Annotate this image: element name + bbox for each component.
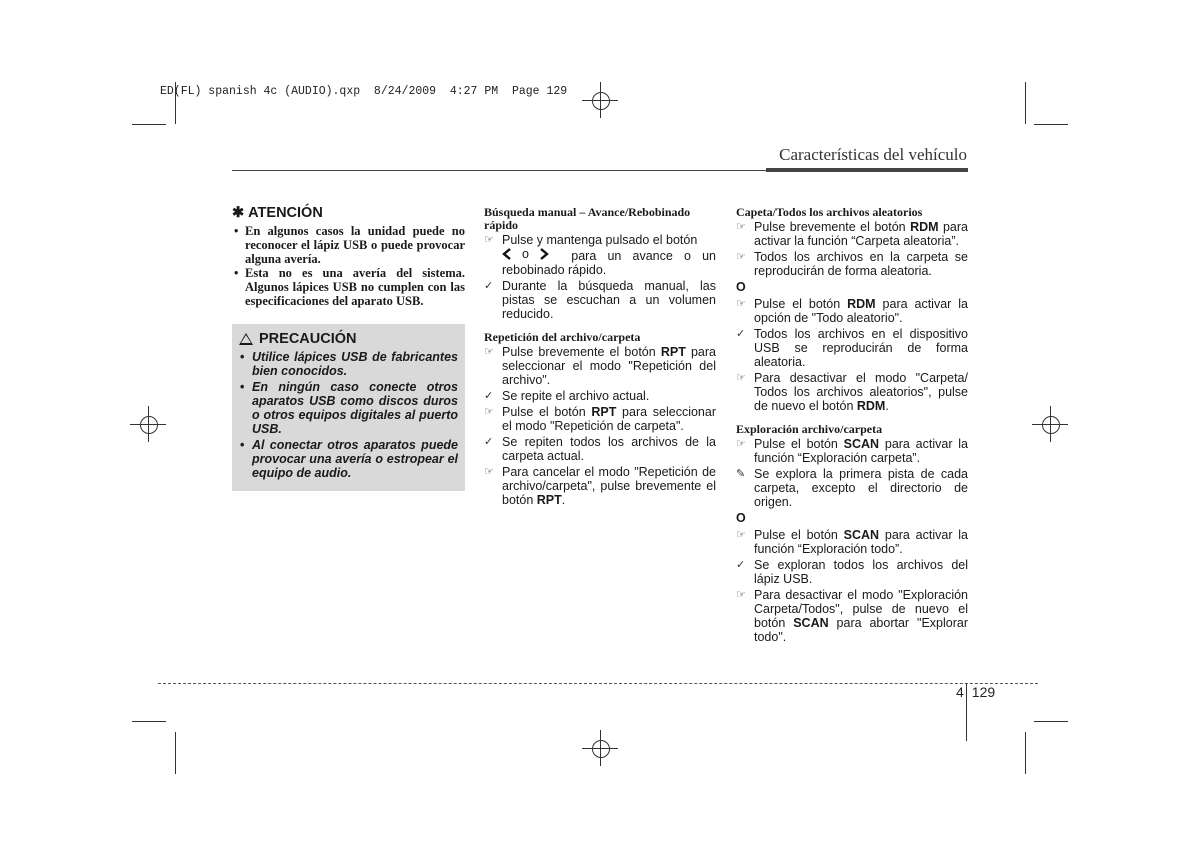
list-item [736,437,968,465]
hand-pointer-icon: ☞ [736,438,746,450]
pencil-icon: ✎ [736,468,746,480]
item-text: para seleccionar el modo "Repetición del archivo". [502,345,716,387]
button-name: RPT [536,493,562,507]
registration-mark-icon [582,730,618,766]
list-item [484,345,716,387]
list-item [736,467,968,509]
list-item [736,371,968,413]
item-text: . [561,493,566,507]
list-item [484,389,716,403]
list-item [736,250,968,278]
item-text: Para desactivar el modo "Exploración Carpeta/Todos", pulse de nuevo el botón [754,588,968,630]
crop-mark [132,721,166,722]
hand-pointer-icon: ☞ [736,589,746,601]
print-slug: ED(FL) spanish 4c (AUDIO).qxp 8/24/2009 4:27 PM Page 129 [160,85,568,98]
button-name: RDM [847,297,876,311]
list-item [484,465,716,507]
button-name: RPT [660,345,686,359]
check-icon: ✓ [484,280,494,292]
button-name: RPT [591,405,617,419]
button-name: SCAN [843,437,880,451]
precaution-heading [239,332,458,346]
attention-heading [232,206,465,220]
item-text: para activar la función “Carpeta aleatoria”. [754,220,968,248]
hand-pointer-icon: ☞ [736,372,746,384]
button-name: RDM [856,399,886,413]
list-item: ☞ Pulse y mantenga pulsado el botón o para un avance o un rebobinado rápido. [484,233,716,277]
crop-mark [1025,732,1026,774]
item-text: Para desactivar el modo "Carpeta/ Todos los archivos aleatorios", pulse de nuevo el botón [754,371,968,413]
registration-mark-icon [130,406,166,442]
footer-rule [158,683,1038,684]
item-text: Pulse y mantenga pulsado el botón [502,233,698,247]
precaution-box [232,324,465,491]
chapter-number: 4 [956,684,964,700]
crop-mark [132,124,166,125]
instruction-list [736,437,968,509]
hand-pointer-icon: ☞ [484,466,494,478]
seek-arrows [502,247,549,261]
hand-pointer-icon: ☞ [736,298,746,310]
warning-triangle-icon [239,333,253,345]
list-item [484,435,716,463]
item-text: rebobinado rápido. [502,263,607,277]
instruction-list [736,220,968,278]
list-item [736,297,968,325]
section-title: Características del vehículo [779,145,967,164]
header-bar [766,168,968,172]
list-item: • En algunos casos la unidad puede no reconocer el lápiz USB o puede provocar alguna avería. [232,224,465,266]
column-right [736,206,968,654]
item-text: Pulse el botón [754,528,844,542]
item-text: o [522,247,529,261]
item-text: Pulse el botón [754,437,844,451]
section-heading: Capeta/Todos los archivos aleatorios [736,205,923,219]
hand-pointer-icon: ☞ [736,221,746,233]
item-text: Pulse brevemente el botón [502,345,661,359]
crop-mark [1034,721,1068,722]
page-value: 129 [971,684,996,700]
or-separator: O [736,511,746,525]
list-item: • Utilice lápices USB de fabricantes bien conocidos. [239,350,458,378]
attention-list [232,224,465,308]
chevron-left-icon [502,248,512,260]
button-name: SCAN [793,616,829,630]
check-icon: ✓ [736,559,746,571]
instruction-list [484,345,716,507]
list-item [484,279,716,321]
check-icon: ✓ [484,436,494,448]
list-item [736,528,968,556]
item-text: Se repiten todos los archivos de la carpeta actual. [502,435,716,463]
item-text: Pulse brevemente el botón [754,220,911,234]
item-text: para seleccionar el modo "Repetición de carpeta". [502,405,716,433]
precaution-list [239,350,458,480]
button-name: SCAN [843,528,880,542]
column-left [232,206,465,491]
crop-mark [1034,124,1068,125]
check-icon: ✓ [736,328,746,340]
section-heading: Exploración archivo/carpeta [736,422,883,436]
item-text: Durante la búsqueda manual, las pistas se escuchan a un volumen reducido. [502,279,716,321]
instruction-list [484,233,716,321]
precaution-title: PRECAUCIÓN [259,331,357,347]
item-text: . [885,399,889,413]
item-text: Pulse el botón [754,297,848,311]
item-text: Pulse el botón [502,405,592,419]
or-separator: O [736,280,746,294]
button-name: RDM [910,220,939,234]
list-item [736,220,968,248]
crop-mark [1025,82,1026,124]
list-item [736,588,968,644]
hand-pointer-icon: ☞ [736,251,746,263]
attention-title: ATENCIÓN [248,205,323,221]
item-text: Todos los archivos en la carpeta se reproducirán de forma aleatoria. [754,250,968,278]
item-text: Se exploran todos los archivos del lápiz USB. [754,558,968,586]
section-heading: Búsqueda manual – Avance/Rebobinado rápido [484,205,691,232]
list-item [736,558,968,586]
instruction-list [736,528,968,644]
item-text: Para cancelar el modo "Repetición de archivo/carpeta", pulse brevemente el botón [502,465,716,507]
item-text: Se explora la primera pista de cada carpeta, excepto el directorio de origen. [754,467,968,509]
hand-pointer-icon: ☞ [484,346,494,358]
hand-pointer-icon: ☞ [484,234,494,246]
item-text: Se repite el archivo actual. [502,389,650,403]
list-item [736,327,968,369]
hand-pointer-icon: ☞ [736,529,746,541]
chevron-right-icon [539,248,549,260]
section-heading: Repetición del archivo/carpeta [484,330,641,344]
item-text: para activar la función “Exploración carpeta”. [754,437,969,465]
item-text: para activar la opción de "Todo aleatorio". [754,297,968,325]
list-item: • Esta no es una avería del sistema. Algunos lápices USB no cumplen con las especificaciones del aparato USB. [232,266,465,308]
list-item: • Al conectar otros aparatos puede provocar una avería o estropear el equipo de audio. [239,438,458,480]
column-middle [484,206,716,517]
item-text: para activar la función “Exploración todo”. [754,528,969,556]
registration-mark-icon [1032,406,1068,442]
hand-pointer-icon: ☞ [484,406,494,418]
page-number [956,684,1003,700]
crop-mark [175,732,176,774]
asterisk-icon: ✱ [232,205,245,221]
item-text: Todos los archivos en el dispositivo USB se reproducirán de forma aleatoria. [754,327,968,369]
list-item: • En ningún caso conecte otros aparatos USB como discos duros o otros equipos digitales al puerto USB. [239,380,458,436]
list-item [484,405,716,433]
item-text: para abortar "Explorar todo". [754,616,968,644]
registration-mark-icon [582,82,618,118]
instruction-list [736,297,968,413]
check-icon: ✓ [484,390,494,402]
